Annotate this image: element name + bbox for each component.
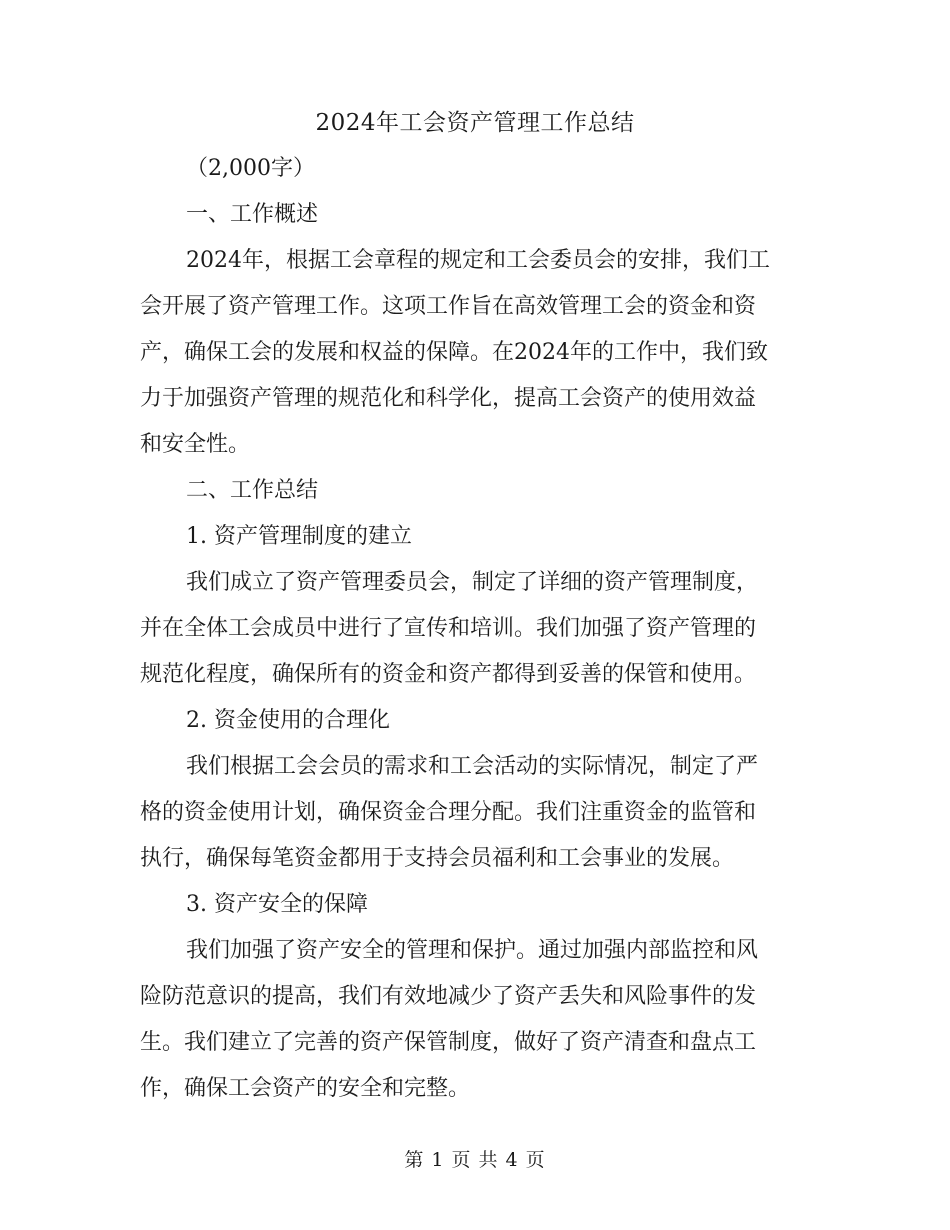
paragraph-line: 二、工作总结 — [186, 478, 319, 503]
page-footer: 第 1 页 共 4 页 — [404, 1149, 546, 1171]
paragraph-line: 格的资金使用计划，确保资金合理分配。我们注重资金的监管和 — [140, 800, 757, 825]
paragraph-line: 规范化程度，确保所有的资金和资产都得到妥善的保管和使用。 — [140, 662, 757, 687]
paragraph-line: 1. 资产管理制度的建立 — [186, 524, 412, 549]
paragraph-line: 力于加强资产管理的规范化和科学化，提高工会资产的使用效益 — [140, 386, 757, 411]
word-count-note: （2,000字） — [186, 156, 315, 181]
paragraph-line: 3. 资产安全的保障 — [186, 892, 368, 917]
paragraph-line: 会开展了资产管理工作。这项工作旨在高效管理工会的资金和资 — [140, 294, 757, 319]
paragraph-line: 2. 资金使用的合理化 — [186, 708, 390, 733]
paragraph-line: 和安全性。 — [140, 432, 251, 457]
document-body — [140, 146, 810, 1112]
paragraph-line: 生。我们建立了完善的资产保管制度，做好了资产清查和盘点工 — [140, 1030, 757, 1055]
paragraph-line: 我们成立了资产管理委员会，制定了详细的资产管理制度， — [186, 570, 759, 595]
paragraph-line: 我们加强了资产安全的管理和保护。通过加强内部监控和风 — [186, 938, 759, 963]
paragraph-line: 执行，确保每笔资金都用于支持会员福利和工会事业的发展。 — [140, 846, 735, 871]
paragraph-line: 作，确保工会资产的安全和完整。 — [140, 1076, 471, 1101]
paragraph-line: 险防范意识的提高，我们有效地减少了资产丢失和风险事件的发 — [140, 984, 757, 1009]
document-title: 2024年工会资产管理工作总结 — [315, 110, 635, 136]
paragraph-line: 我们根据工会会员的需求和工会活动的实际情况，制定了严 — [186, 754, 759, 779]
paragraph-line: 一、工作概述 — [186, 202, 319, 227]
paragraph-line: 产，确保工会的发展和权益的保障。在2024年的工作中，我们致 — [140, 340, 768, 365]
paragraph-line: 并在全体工会成员中进行了宣传和培训。我们加强了资产管理的 — [140, 616, 757, 641]
paragraph-line: 2024年，根据工会章程的规定和工会委员会的安排，我们工 — [186, 248, 770, 273]
